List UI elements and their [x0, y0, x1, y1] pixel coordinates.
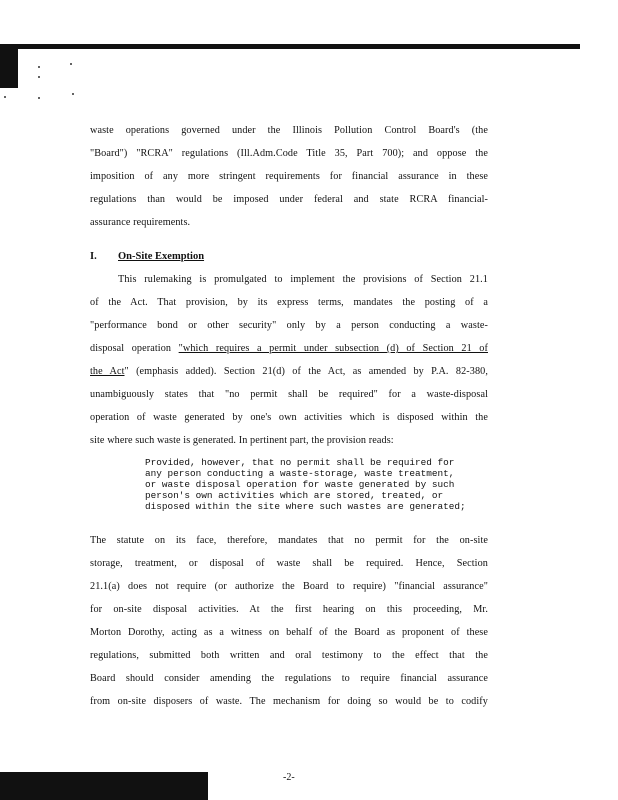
emphasized-text: the Act [90, 366, 125, 377]
scan-speck [70, 63, 72, 65]
quote-line: or waste disposal operation for waste generated by such [145, 479, 455, 490]
page-number: -2- [283, 772, 295, 783]
scan-speck [38, 66, 40, 68]
section-number: I. [90, 251, 97, 262]
text-line: of the Act. That provision, by its express terms, mandates the posting of a [90, 297, 488, 308]
quote-line: disposed within the site where such wastes are generated; [145, 501, 466, 512]
text-line: imposition of any more stringent requirements for financial assurance in these [90, 171, 488, 182]
text-line: site where such waste is generated. In pertinent part, the provision reads: [90, 435, 394, 446]
quote-line: Provided, however, that no permit shall be required for [145, 457, 455, 468]
scan-border-left [0, 44, 18, 88]
scan-border-top [18, 44, 580, 49]
text-run: disposal operation [90, 343, 179, 354]
text-line: 21.1(a) does not require (or authorize the Board to require) "financial assurance" [90, 581, 488, 592]
emphasized-text: "which requires a permit under subsection (d) of Section 21 of [178, 343, 488, 354]
text-line: from on-site disposers of waste. The mechanism for doing so would be to codify [90, 696, 488, 707]
scan-speck [38, 97, 40, 99]
text-line: Morton Dorothy, acting as a witness on behalf of the Board as proponent of these [90, 627, 488, 638]
text-line: regulations, submitted both written and oral testimony to the effect that the [90, 650, 488, 661]
text-line: "Board") "RCRA" regulations (Ill.Adm.Code Title 35, Part 700); and oppose the [90, 148, 488, 159]
text-line: regulations than would be imposed under federal and state RCRA financial- [90, 194, 488, 205]
text-line: unambiguously states that "no permit shall be required" for a waste-disposal [90, 389, 488, 400]
scan-speck [72, 93, 74, 95]
text-line: This rulemaking is promulgated to implement the provisions of Section 21.1 [118, 274, 488, 285]
text-line: "performance bond or other security" only by a person conducting a waste- [90, 320, 488, 331]
text-line: The statute on its face, therefore, mandates that no permit for the on-site [90, 535, 488, 546]
scan-speck [38, 76, 40, 78]
text-line-with-emphasis [90, 342, 488, 356]
text-line: Board should consider amending the regulations to require financial assurance [90, 673, 488, 684]
text-line: waste operations governed under the Illinois Pollution Control Board's (the [90, 125, 488, 136]
text-line: operation of waste generated by one's own activities which is disposed within the [90, 412, 488, 423]
scan-border-bottom [0, 772, 208, 800]
scan-speck [4, 96, 6, 98]
quote-line: any person conducting a waste-storage, waste treatment, [145, 468, 455, 479]
text-line: assurance requirements. [90, 217, 191, 228]
text-line: storage, treatment, or disposal of waste shall be required. Hence, Section [90, 558, 488, 569]
text-run: " (emphasis added). Section 21(d) of the Act, as amended by P.A. 82-380, [124, 366, 488, 377]
text-line-with-emphasis [90, 365, 488, 379]
quote-line: person's own activities which are stored, treated, or [145, 490, 444, 501]
section-title: On-Site Exemption [118, 251, 205, 262]
text-line: for on-site disposal activities. At the first hearing on this proceeding, Mr. [90, 604, 488, 615]
